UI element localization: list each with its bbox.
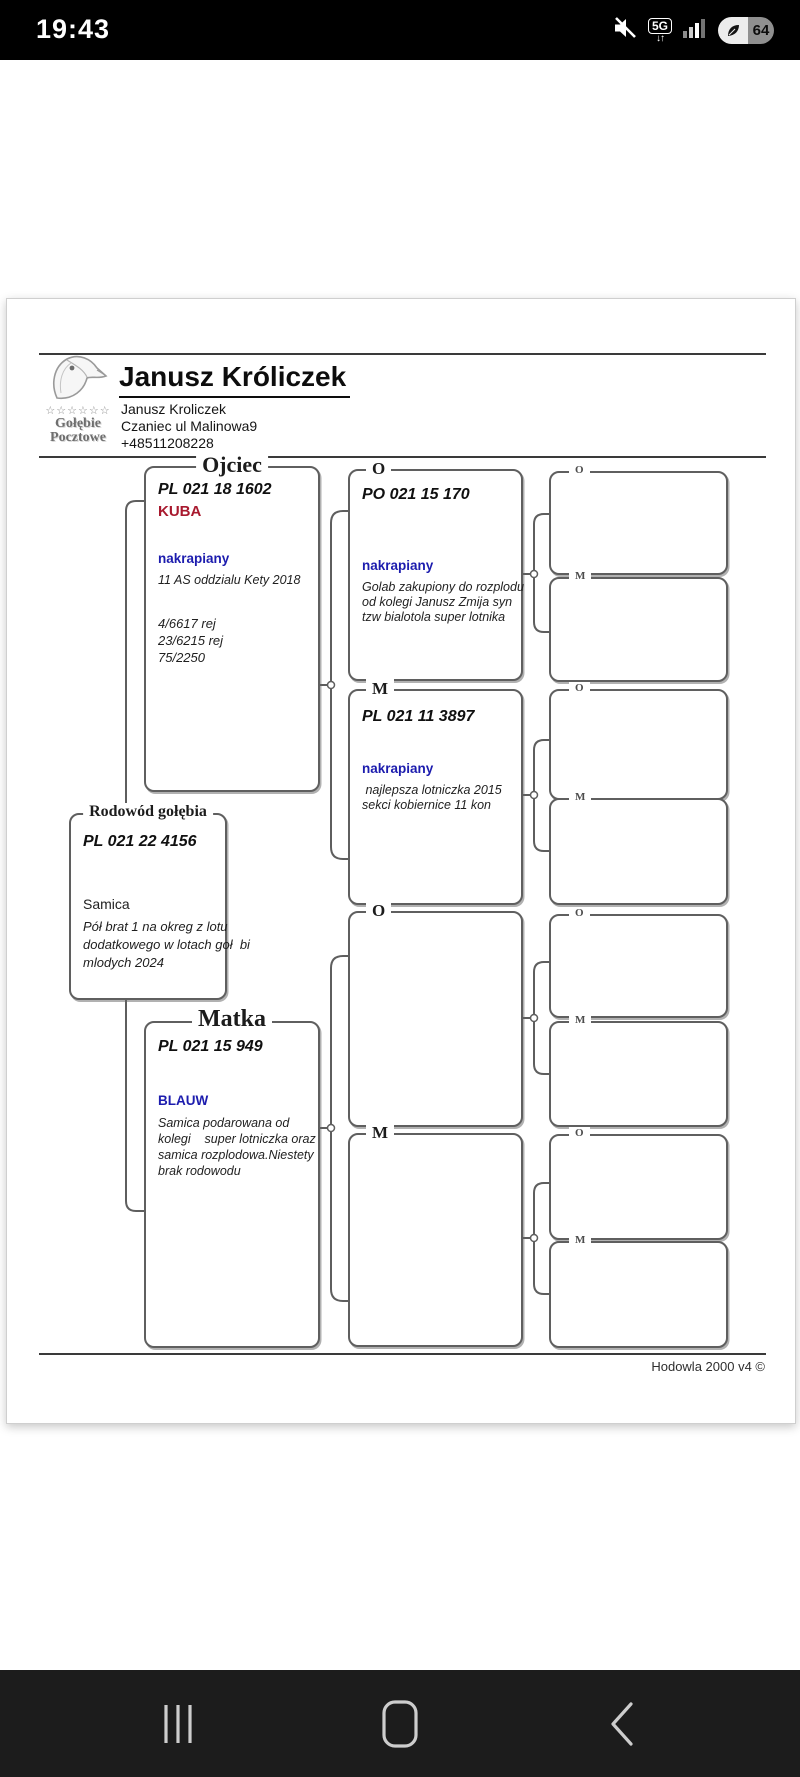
breeder-name-title: Janusz Króliczek: [119, 361, 350, 398]
description-line: mlodych 2024: [83, 955, 164, 970]
score-line: 75/2250: [158, 650, 205, 665]
logo-text-line1: Gołębie: [55, 416, 101, 431]
gen3-label: O: [569, 907, 590, 919]
pedigree-box-gen3-6: [549, 1014, 728, 1127]
sex-label: Samica: [83, 896, 130, 912]
breeder-address: Czaniec ul Malinowa9: [121, 418, 258, 434]
pedigree-box-gen3-8: [549, 1234, 728, 1348]
pedigree-box-gen2-2: [348, 679, 523, 905]
status-bar: [0, 0, 800, 60]
clock: 19:43: [36, 14, 111, 44]
father-box-title: Ojciec: [196, 452, 268, 478]
color-word: nakrapiany: [362, 558, 434, 573]
achievement-line: 11 AS oddzialu Kety 2018: [158, 573, 301, 587]
gen3-label: O: [569, 1127, 590, 1139]
pedigree-box-gen3-1: [549, 464, 728, 575]
pedigree-box-gen3-7: [549, 1127, 728, 1240]
back-icon: [605, 1700, 639, 1748]
home-icon: [380, 1699, 420, 1749]
description-line: najlepsza lotniczka 2015: [362, 783, 502, 797]
description-line: Pół brat 1 na okreg z lotu: [83, 919, 228, 934]
pedigree-box-mother: [144, 1006, 320, 1348]
score-line: 23/6215 rej: [158, 633, 224, 648]
gen3-label: M: [569, 791, 591, 803]
pedigree-box-gen2-4: [348, 1123, 523, 1347]
battery-icon: [718, 17, 774, 44]
pedigree-box-gen3-4: [549, 791, 728, 905]
recents-icon: [156, 1702, 200, 1746]
gen2-label: M: [366, 1123, 394, 1143]
home-button[interactable]: [360, 1670, 440, 1777]
pedigree-box-root: [69, 803, 250, 1000]
description-line: tzw bialotola super lotnika: [362, 610, 506, 624]
pedigree-box-gen3-5: [549, 907, 728, 1018]
pedigree-box-gen3-3: [549, 682, 728, 800]
recents-button[interactable]: [138, 1670, 218, 1777]
description-line: Samica podarowana od: [158, 1116, 290, 1130]
breeder-name: Janusz Kroliczek: [121, 401, 227, 417]
muted-speaker-icon: [612, 15, 638, 46]
description-line: samica rozplodowa.Niestety: [158, 1148, 314, 1162]
description-line: sekci kobiernice 11 kon: [362, 798, 492, 812]
logo-stars: ☆☆☆☆☆☆: [45, 405, 111, 417]
pedigree-box-father: [144, 452, 320, 792]
gen2-label: M: [366, 679, 394, 699]
description-line: od kolegi Janusz Zmija syn: [362, 595, 513, 609]
footer-divider: [39, 1353, 766, 1355]
pigeon-name: BLAUW: [158, 1093, 209, 1108]
description-line: Golab zakupiony do rozplodu: [362, 580, 524, 594]
gen3-label: M: [569, 570, 591, 582]
pedigree-box-gen2-1: [348, 459, 524, 681]
gen3-label: M: [569, 1014, 591, 1026]
ring-number: PO 021 15 170: [362, 486, 470, 503]
pedigree-box-gen2-3: [348, 901, 523, 1127]
android-nav-bar: [0, 1670, 800, 1777]
color-word: nakrapiany: [362, 761, 434, 776]
leaf-icon: [726, 23, 741, 38]
description-line: dodatkowego w lotach goł bi: [83, 937, 250, 952]
back-button[interactable]: [582, 1670, 662, 1777]
network-5g-icon: 5G ↓↑: [648, 18, 672, 43]
pigeon-name: KUBA: [158, 503, 202, 520]
mother-box-title: Matka: [192, 1006, 272, 1033]
color-word: nakrapiany: [158, 551, 230, 566]
signal-strength-icon: [682, 16, 708, 45]
pedigree-box-gen3-2: [549, 570, 728, 682]
score-line: 4/6617 rej: [158, 616, 216, 631]
description-line: kolegi super lotniczka oraz: [158, 1132, 316, 1146]
gen3-label: O: [569, 682, 590, 694]
breeder-phone: +48511208228: [121, 435, 214, 451]
ring-number: PL 021 22 4156: [83, 833, 197, 850]
software-credit: Hodowla 2000 v4 ©: [651, 1359, 765, 1374]
battery-percent: 64: [748, 17, 774, 44]
ring-number: PL 021 11 3897: [362, 708, 475, 725]
pedigree-document: [6, 298, 796, 1424]
root-box-title: Rodowód gołębia: [83, 803, 213, 821]
gen2-label: O: [366, 901, 391, 921]
gen3-label: M: [569, 1234, 591, 1246]
gen3-label: O: [569, 464, 590, 476]
logo-text-line2: Pocztowe: [50, 430, 106, 445]
ring-number: PL 021 15 949: [158, 1038, 263, 1055]
description-line: brak rodowodu: [158, 1164, 241, 1178]
gen2-label: O: [366, 459, 391, 479]
ring-number: PL 021 18 1602: [158, 481, 272, 498]
